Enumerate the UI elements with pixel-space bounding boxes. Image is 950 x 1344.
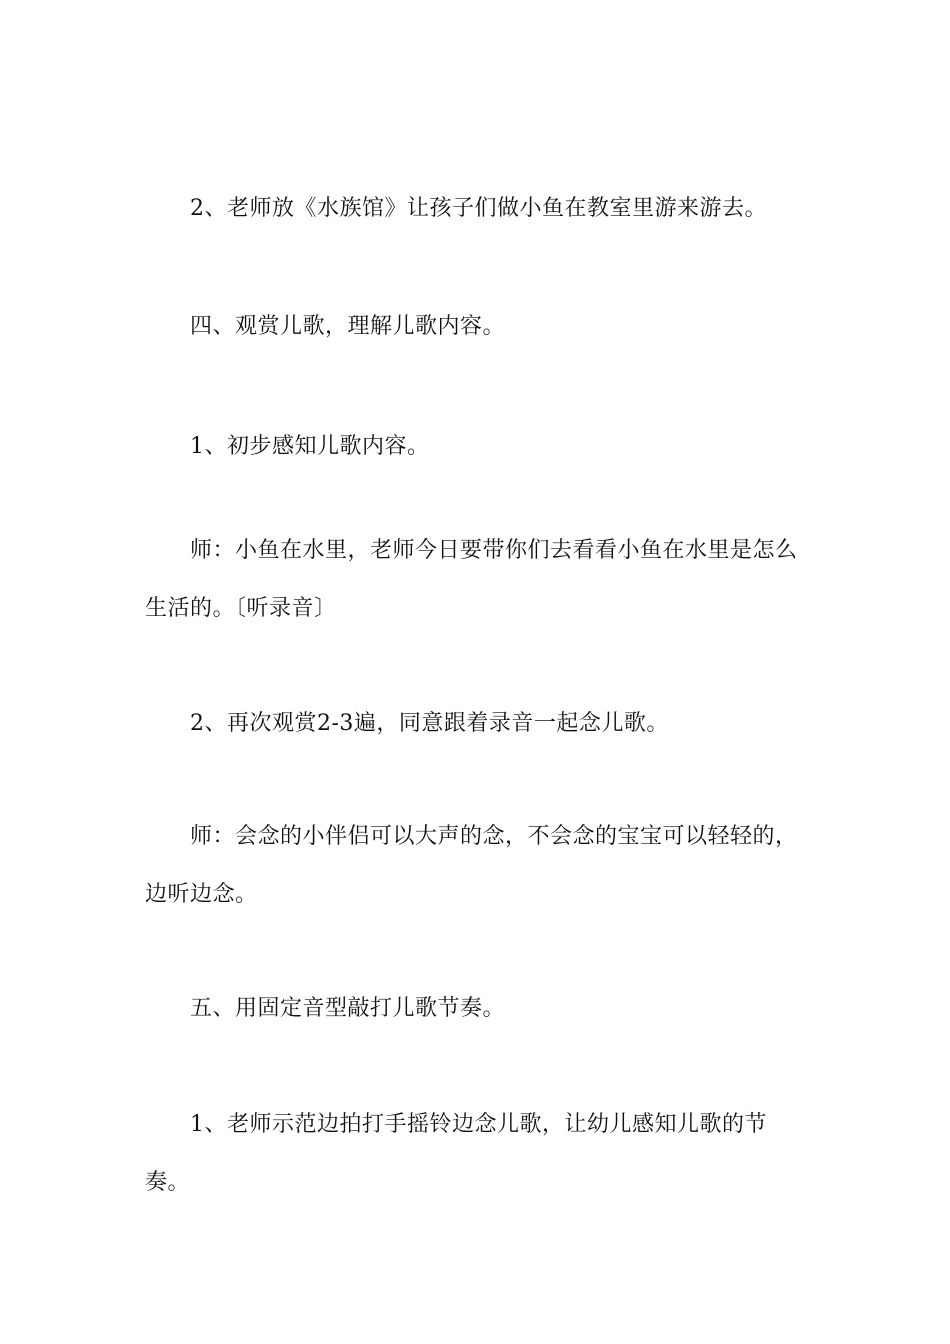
paragraph-1: 2、老师放《水族馆》让孩子们做小鱼在教室里游来游去。	[190, 196, 767, 221]
paragraph-2: 四、观赏儿歌，理解儿歌内容。	[190, 314, 506, 339]
paragraph-8: 1、老师示范边拍打手摇铃边念儿歌，让幼儿感知儿歌的节奏。	[145, 1112, 767, 1195]
paragraph-5: 2、再次观赏2-3遍，同意跟着录音一起念儿歌。	[190, 711, 669, 736]
paragraph-6: 师：会念的小伴侣可以大声的念，不会念的宝宝可以轻轻的，边听边念。	[145, 824, 798, 907]
paragraph-7: 五、用固定音型敲打儿歌节奏。	[190, 996, 506, 1021]
paragraph-4: 师：小鱼在水里，老师今日要带你们去看看小鱼在水里是怎么生活的。〔听录音〕	[145, 538, 798, 621]
paragraph-3: 1、初步感知儿歌内容。	[190, 434, 430, 459]
